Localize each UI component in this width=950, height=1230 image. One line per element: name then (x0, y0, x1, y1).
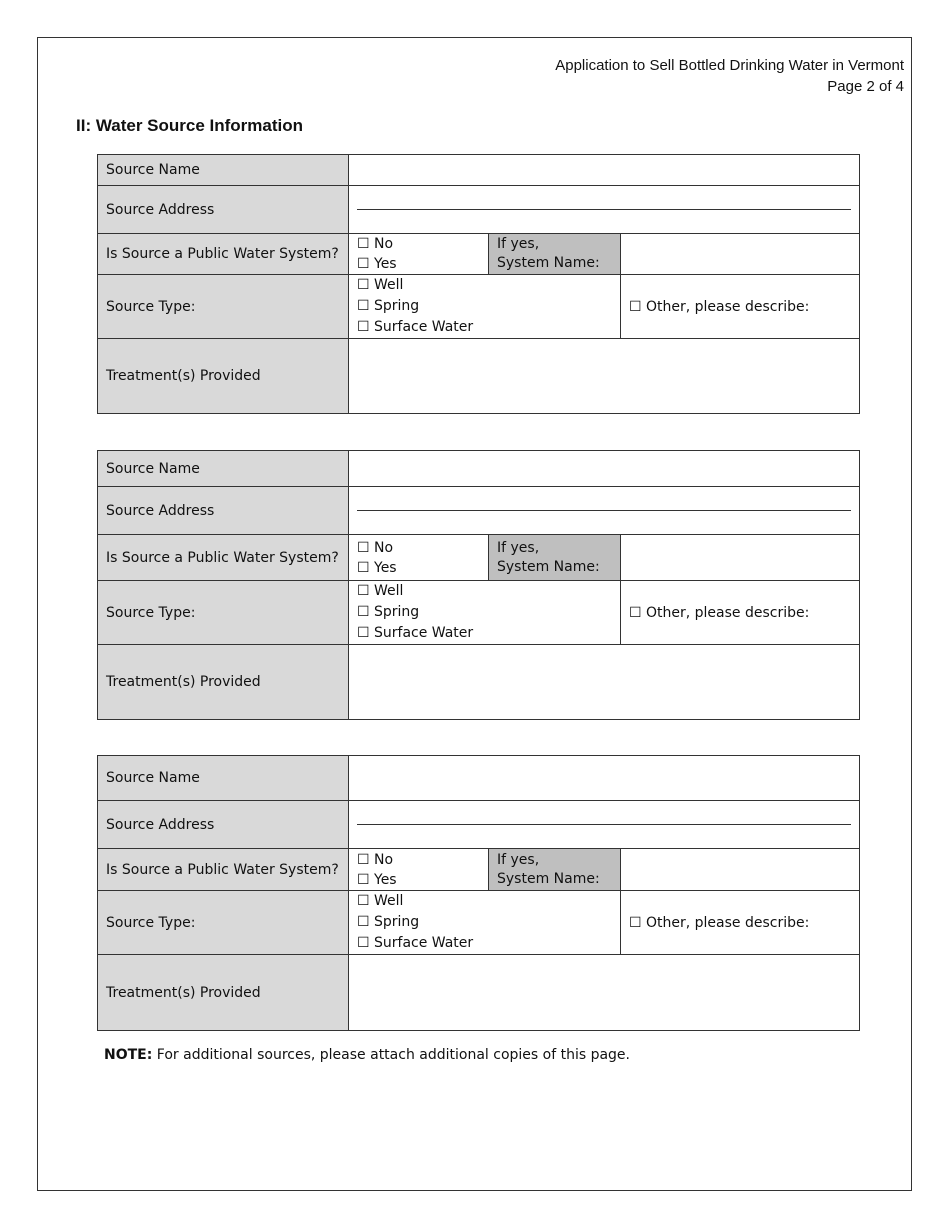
source-type-options (349, 891, 621, 955)
source-type-options (349, 275, 621, 339)
checkbox-yes[interactable]: ☐ Yes (357, 871, 397, 888)
checkbox-surface-water[interactable]: ☐ Surface Water (357, 625, 474, 641)
address-line-2[interactable] (357, 209, 851, 233)
source-address-field[interactable] (349, 186, 860, 234)
address-line-1[interactable] (357, 186, 851, 209)
source-table-3 (97, 755, 860, 1031)
checkbox-spring[interactable]: ☐ Spring (357, 298, 420, 314)
source-address-label: Source Address (98, 487, 349, 535)
checkbox-well[interactable]: ☐ Well (357, 893, 404, 909)
section-title: II: Water Source Information (76, 116, 304, 135)
checkbox-no[interactable]: ☐ No (357, 236, 394, 252)
source-name-field[interactable] (349, 451, 860, 487)
checkbox-surface-water[interactable]: ☐ Surface Water (357, 935, 474, 951)
system-name-text: System Name: (497, 870, 600, 887)
checkbox-spring[interactable]: ☐ Spring (357, 914, 420, 930)
source-name-field[interactable] (349, 756, 860, 801)
system-name-text: System Name: (497, 255, 600, 271)
checkbox-yes[interactable]: ☐ Yes (357, 559, 397, 576)
checkbox-other[interactable]: ☐ Other, please describe: (621, 891, 860, 955)
checkbox-other[interactable]: ☐ Other, please describe: (621, 581, 860, 645)
checkbox-no[interactable]: ☐ No (357, 851, 394, 868)
address-line-2[interactable] (357, 824, 851, 848)
source-name-label: Source Name (98, 756, 349, 801)
public-system-options (349, 234, 489, 275)
source-name-label: Source Name (98, 155, 349, 186)
checkbox-well[interactable]: ☐ Well (357, 583, 404, 599)
document-title: Application to Sell Bottled Drinking Water in Vermont (555, 57, 904, 74)
source-address-field[interactable] (349, 801, 860, 849)
source-type-label: Source Type: (98, 891, 349, 955)
public-system-label: Is Source a Public Water System? (98, 849, 349, 891)
additional-sources-note (104, 1047, 630, 1063)
system-name-label (489, 234, 621, 275)
source-address-label: Source Address (98, 801, 349, 849)
address-line-2[interactable] (357, 510, 851, 534)
system-name-field[interactable] (621, 535, 860, 581)
note-text: For additional sources, please attach additional copies of this page. (152, 1047, 630, 1063)
source-name-label: Source Name (98, 451, 349, 487)
public-system-label: Is Source a Public Water System? (98, 234, 349, 275)
source-table-2 (97, 450, 860, 720)
checkbox-no[interactable]: ☐ No (357, 539, 394, 556)
treatments-label: Treatment(s) Provided (98, 339, 349, 414)
system-name-field[interactable] (621, 234, 860, 275)
treatments-field[interactable] (349, 339, 860, 414)
public-system-label: Is Source a Public Water System? (98, 535, 349, 581)
source-type-label: Source Type: (98, 581, 349, 645)
treatments-label: Treatment(s) Provided (98, 955, 349, 1031)
treatments-field[interactable] (349, 645, 860, 720)
source-address-label: Source Address (98, 186, 349, 234)
checkbox-surface-water[interactable]: ☐ Surface Water (357, 319, 474, 335)
if-yes-text: If yes, (497, 539, 540, 556)
if-yes-text: If yes, (497, 236, 540, 252)
system-name-label (489, 535, 621, 581)
address-line-1[interactable] (357, 487, 851, 510)
source-type-label: Source Type: (98, 275, 349, 339)
page-header (555, 55, 904, 97)
if-yes-text: If yes, (497, 851, 540, 868)
treatments-label: Treatment(s) Provided (98, 645, 349, 720)
checkbox-yes[interactable]: ☐ Yes (357, 256, 397, 272)
system-name-field[interactable] (621, 849, 860, 891)
checkbox-well[interactable]: ☐ Well (357, 277, 404, 293)
system-name-label (489, 849, 621, 891)
source-table-1 (97, 154, 860, 414)
system-name-text: System Name: (497, 558, 600, 575)
public-system-options (349, 849, 489, 891)
checkbox-spring[interactable]: ☐ Spring (357, 604, 420, 620)
source-name-field[interactable] (349, 155, 860, 186)
page-number: Page 2 of 4 (827, 78, 904, 95)
treatments-field[interactable] (349, 955, 860, 1031)
checkbox-other[interactable]: ☐ Other, please describe: (621, 275, 860, 339)
source-type-options (349, 581, 621, 645)
source-address-field[interactable] (349, 487, 860, 535)
address-line-1[interactable] (357, 801, 851, 824)
public-system-options (349, 535, 489, 581)
note-label: NOTE: (104, 1047, 153, 1063)
